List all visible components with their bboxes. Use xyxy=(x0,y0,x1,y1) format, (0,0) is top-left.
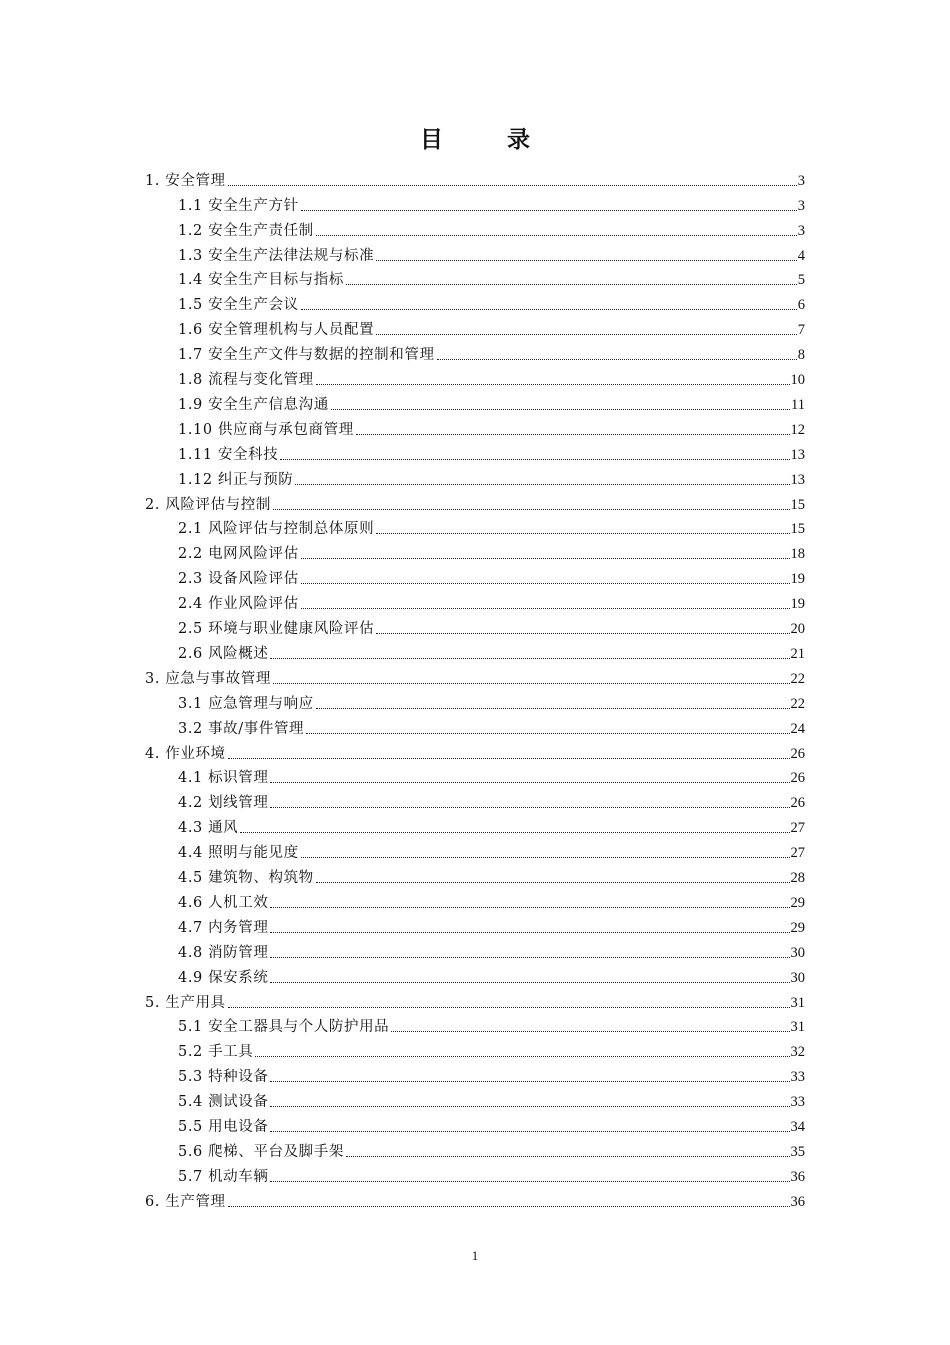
toc-entry-page: 26 xyxy=(790,795,805,812)
toc-section-entry[interactable] xyxy=(178,763,805,788)
page-number: 1 xyxy=(471,1248,479,1263)
toc-entry-page: 34 xyxy=(790,1119,805,1136)
toc-entry-page: 35 xyxy=(790,1143,805,1160)
toc-entry-page: 8 xyxy=(797,347,805,364)
toc-entry-label: 4.1 标识管理 xyxy=(178,770,269,787)
toc-entry-label: 1.6 安全管理机构与人员配置 xyxy=(178,322,375,339)
toc-dot-leader xyxy=(228,184,797,186)
toc-section-entry[interactable] xyxy=(178,588,805,613)
toc-entry-label: 2. 风险评估与控制 xyxy=(145,496,271,513)
toc-entry-label: 2.2 电网风险评估 xyxy=(178,546,299,563)
toc-dot-leader xyxy=(270,1180,789,1182)
toc-entry-page: 19 xyxy=(790,571,805,588)
toc-entry-label: 4.5 建筑物、构筑物 xyxy=(178,870,314,887)
toc-section-entry[interactable] xyxy=(178,563,805,588)
toc-entry-label: 2.5 环境与职业健康风险评估 xyxy=(178,621,375,638)
toc-section-entry[interactable] xyxy=(178,514,805,539)
toc-dot-leader xyxy=(376,532,789,534)
toc-entry-page: 29 xyxy=(790,894,805,911)
toc-entry-label: 1.12 纠正与预防 xyxy=(178,471,294,488)
toc-section-entry[interactable] xyxy=(178,240,805,265)
toc-dot-leader xyxy=(376,259,797,261)
toc-entry-page: 21 xyxy=(790,645,805,662)
toc-entry-page: 6 xyxy=(797,297,805,314)
toc-entry-page: 26 xyxy=(790,770,805,787)
toc-chapter-entry[interactable] xyxy=(145,1186,805,1211)
toc-dot-leader xyxy=(280,458,789,460)
toc-entry-page: 19 xyxy=(790,596,805,613)
toc-entry-label: 3. 应急与事故管理 xyxy=(145,670,271,687)
toc-section-entry[interactable] xyxy=(178,937,805,962)
toc-entry-label: 4.2 划线管理 xyxy=(178,795,269,812)
toc-dot-leader xyxy=(301,557,790,559)
toc-entry-page: 27 xyxy=(790,820,805,837)
toc-entry-label: 4.4 照明与能见度 xyxy=(178,845,299,862)
toc-entry-label: 4. 作业环境 xyxy=(145,745,226,762)
toc-section-entry[interactable] xyxy=(178,439,805,464)
toc-dot-leader xyxy=(301,856,790,858)
toc-entry-label: 1. 安全管理 xyxy=(145,172,226,189)
toc-entry-page: 4 xyxy=(797,247,805,264)
toc-section-entry[interactable] xyxy=(178,1111,805,1136)
toc-entry-label: 5.3 特种设备 xyxy=(178,1069,269,1086)
toc-chapter-entry[interactable] xyxy=(145,165,805,190)
toc-dot-leader xyxy=(270,931,789,933)
toc-dot-leader xyxy=(301,209,797,211)
toc-section-entry[interactable] xyxy=(178,613,805,638)
toc-section-entry[interactable] xyxy=(178,1061,805,1086)
toc-entry-label: 1.2 安全生产责任制 xyxy=(178,222,314,239)
toc-section-entry[interactable] xyxy=(178,389,805,414)
toc-dot-leader xyxy=(270,956,789,958)
toc-dot-leader xyxy=(240,831,789,833)
toc-entry-label: 1.5 安全生产会议 xyxy=(178,297,299,314)
toc-dot-leader xyxy=(228,1205,790,1207)
toc-entry-page: 26 xyxy=(790,745,805,762)
toc-section-entry[interactable] xyxy=(178,1086,805,1111)
toc-dot-leader xyxy=(301,582,790,584)
toc-entry-label: 5.5 用电设备 xyxy=(178,1119,269,1136)
toc-entry-label: 5.6 爬梯、平台及脚手架 xyxy=(178,1143,344,1160)
toc-dot-leader xyxy=(316,707,790,709)
toc-dot-leader xyxy=(356,433,790,435)
toc-entry-page: 10 xyxy=(790,372,805,389)
toc-section-entry[interactable] xyxy=(178,190,805,215)
toc-entry-page: 27 xyxy=(790,845,805,862)
toc-dot-leader xyxy=(376,333,797,335)
toc-entry-page: 20 xyxy=(790,621,805,638)
toc-section-entry[interactable] xyxy=(178,887,805,912)
toc-entry-label: 1.1 安全生产方针 xyxy=(178,197,299,214)
toc-entry-label: 5.7 机动车辆 xyxy=(178,1168,269,1185)
toc-dot-leader xyxy=(273,682,790,684)
toc-entry-page: 22 xyxy=(790,695,805,712)
toc-entry-page: 32 xyxy=(790,1044,805,1061)
toc-dot-leader xyxy=(270,906,789,908)
toc-section-entry[interactable] xyxy=(178,464,805,489)
toc-chapter-entry[interactable] xyxy=(145,738,805,763)
toc-title: 目 录 xyxy=(419,126,558,153)
toc-chapter-entry[interactable] xyxy=(145,663,805,688)
toc-entry-label: 3.2 事故/事件管理 xyxy=(178,720,305,737)
toc-entry-label: 4.7 内务管理 xyxy=(178,919,269,936)
toc-section-entry[interactable] xyxy=(178,364,805,389)
toc-dot-leader xyxy=(346,1155,790,1157)
toc-entry-page: 33 xyxy=(790,1069,805,1086)
toc-section-entry[interactable] xyxy=(178,265,805,290)
toc-entry-label: 2.6 风险概述 xyxy=(178,645,269,662)
toc-entry-label: 4.9 保安系统 xyxy=(178,969,269,986)
toc-section-entry[interactable] xyxy=(178,862,805,887)
toc-entry-page: 36 xyxy=(790,1193,805,1210)
toc-entry-label: 1.8 流程与变化管理 xyxy=(178,372,314,389)
toc-dot-leader xyxy=(270,1130,789,1132)
toc-dot-leader xyxy=(316,234,797,236)
toc-entry-label: 2.4 作业风险评估 xyxy=(178,596,299,613)
toc-dot-leader xyxy=(316,881,790,883)
toc-entry-label: 2.3 设备风险评估 xyxy=(178,571,299,588)
toc-dot-leader xyxy=(270,1080,789,1082)
toc-section-entry[interactable] xyxy=(178,414,805,439)
toc-dot-leader xyxy=(301,308,797,310)
toc-entry-label: 5.1 安全工器具与个人防护用品 xyxy=(178,1019,390,1036)
toc-entry-page: 28 xyxy=(790,870,805,887)
toc-dot-leader xyxy=(376,632,789,634)
toc-entry-page: 33 xyxy=(790,1094,805,1111)
toc-entry-label: 3.1 应急管理与响应 xyxy=(178,695,314,712)
toc-section-entry[interactable] xyxy=(178,788,805,813)
toc-section-entry[interactable] xyxy=(178,339,805,364)
toc-dot-leader xyxy=(270,981,789,983)
toc-dot-leader xyxy=(270,806,789,808)
toc-entry-page: 15 xyxy=(790,496,805,513)
toc-dot-leader xyxy=(273,508,790,510)
toc-dot-leader xyxy=(306,732,789,734)
toc-entry-page: 30 xyxy=(790,969,805,986)
toc-entry-page: 13 xyxy=(790,446,805,463)
toc-entry-page: 3 xyxy=(797,172,805,189)
toc-entry-label: 1.10 供应商与承包商管理 xyxy=(178,421,354,438)
toc-entry-label: 5.4 测试设备 xyxy=(178,1094,269,1111)
toc-dot-leader xyxy=(270,657,789,659)
toc-section-entry[interactable] xyxy=(178,912,805,937)
toc-entry-label: 5. 生产用具 xyxy=(145,994,226,1011)
toc-section-entry[interactable] xyxy=(178,812,805,837)
toc-section-entry[interactable] xyxy=(178,688,805,713)
toc-entry-page: 29 xyxy=(790,919,805,936)
toc-dot-leader xyxy=(270,781,789,783)
toc-entry-page: 3 xyxy=(797,222,805,239)
toc-entry-label: 5.2 手工具 xyxy=(178,1044,254,1061)
toc-entry-page: 36 xyxy=(790,1168,805,1185)
toc-entry-page: 24 xyxy=(790,720,805,737)
toc-entry-page: 31 xyxy=(790,994,805,1011)
toc-entry-page: 12 xyxy=(790,421,805,438)
toc-entry-label: 1.7 安全生产文件与数据的控制和管理 xyxy=(178,347,435,364)
toc-dot-leader xyxy=(316,383,790,385)
toc-section-entry[interactable] xyxy=(178,215,805,240)
toc-section-entry[interactable] xyxy=(178,1037,805,1062)
toc-entry-label: 1.4 安全生产目标与指标 xyxy=(178,272,344,289)
toc-section-entry[interactable] xyxy=(178,539,805,564)
toc-dot-leader xyxy=(295,483,789,485)
toc-entry-page: 18 xyxy=(790,546,805,563)
toc-chapter-entry[interactable] xyxy=(145,489,805,514)
toc-entry-page: 31 xyxy=(790,1019,805,1036)
toc-dot-leader xyxy=(228,757,790,759)
toc-entry-label: 2.1 风险评估与控制总体原则 xyxy=(178,521,375,538)
toc-entry-label: 1.9 安全生产信息沟通 xyxy=(178,396,329,413)
toc-section-entry[interactable] xyxy=(178,638,805,663)
toc-dot-leader xyxy=(346,283,797,285)
toc-entry-page: 15 xyxy=(790,521,805,538)
toc-entry-label: 4.8 消防管理 xyxy=(178,944,269,961)
toc-dot-leader xyxy=(255,1055,789,1057)
toc-section-entry[interactable] xyxy=(178,713,805,738)
toc-section-entry[interactable] xyxy=(178,314,805,339)
toc-entry-label: 1.11 安全科技 xyxy=(178,446,279,463)
toc-entry-page: 3 xyxy=(797,197,805,214)
toc-entry-label: 4.3 通风 xyxy=(178,820,239,837)
toc-section-entry[interactable] xyxy=(178,962,805,987)
toc-entry-page: 5 xyxy=(797,272,805,289)
toc-entry-page: 7 xyxy=(797,322,805,339)
toc-dot-leader xyxy=(228,1006,790,1008)
toc-entry-page: 30 xyxy=(790,944,805,961)
toc-dot-leader xyxy=(331,408,790,410)
toc-section-entry[interactable] xyxy=(178,290,805,315)
toc-entry-label: 1.3 安全生产法律法规与标准 xyxy=(178,247,375,264)
toc-chapter-entry[interactable] xyxy=(145,987,805,1012)
toc-section-entry[interactable] xyxy=(178,837,805,862)
toc-entry-page: 13 xyxy=(790,471,805,488)
toc-dot-leader xyxy=(391,1030,789,1032)
toc-dot-leader xyxy=(437,358,797,360)
toc-dot-leader xyxy=(270,1105,789,1107)
toc-section-entry[interactable] xyxy=(178,1012,805,1037)
toc-entry-label: 4.6 人机工效 xyxy=(178,894,269,911)
toc-entry-page: 11 xyxy=(791,396,805,413)
toc-entry-label: 6. 生产管理 xyxy=(145,1193,226,1210)
toc-dot-leader xyxy=(301,607,790,609)
toc-section-entry[interactable] xyxy=(178,1136,805,1161)
toc-section-entry[interactable] xyxy=(178,1161,805,1186)
toc-entry-page: 22 xyxy=(790,670,805,687)
